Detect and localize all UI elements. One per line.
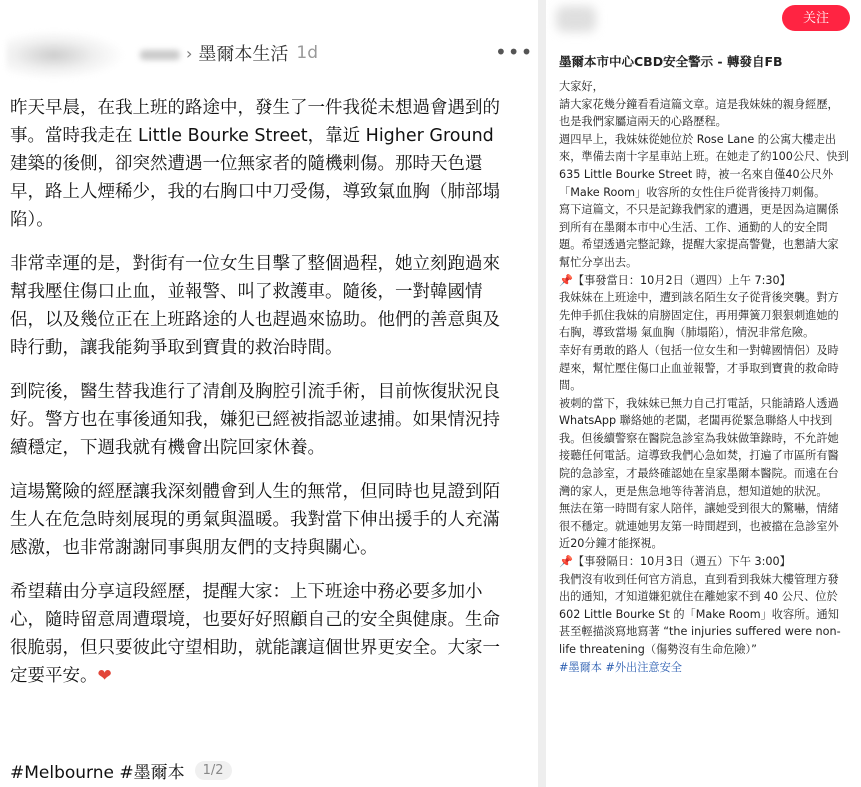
post-paragraph: 非常幸運的是，對街有一位女生目擊了整個過程，她立刻跑過來幫我壓住傷口止血，並報警、叫了救護車。隨後，一對韓國情侶，以及幾位正在上班路途的人也趕過來協助。他們的善意與及時行動，讓我能夠爭取到寶貴的救治時間。 — [10, 254, 500, 358]
post-paragraph: 昨天早晨，在我上班的路途中，發生了一件我從未想過會遇到的事。當時我走在 Little Bourke Street，靠近 Higher Ground 建築的後側，卻突然遭遇一位無家者的隨機刺傷。那時天色還早，路上人煙稀少，我的右胸口中刀受傷，導致氣血胸（肺部塌陷）。 — [10, 98, 500, 230]
right-header — [546, 0, 861, 36]
page-indicator: 1/2 — [195, 761, 232, 780]
article-title: 墨爾本市中心CBD安全警示 - 轉發自FB — [559, 54, 783, 69]
right-post-panel — [546, 0, 861, 787]
blurred-avatar — [556, 6, 596, 32]
post-body — [10, 94, 500, 706]
article-line: 幸好有勇敢的路人（包括一位女生和一對韓國情侶）及時趕來，幫忙壓住傷口止血並報警，才爭取到寶貴的救命時間。 — [559, 343, 839, 393]
chevron-right-icon: › — [186, 43, 193, 63]
post-paragraph-text: 希望藉由分享這段經歷，提醒大家：上下班途中務必要多加小心，隨時留意周遭環境，也要好好照顧自己的安全與健康。生命很脆弱，但只要彼此守望相助，就能讓這個世界更安全。大家一定要平安。 — [10, 582, 500, 686]
article-line: 被刺的當下，我妹妹已無力自己打電話，只能請路人透過 WhatsApp 聯絡她的老闆，老闆再從緊急聯絡人中找到我。但後續警察在醫院急診室為我妹做筆錄時，不允許她接聽任何電話。這導致我們心急如焚，打遍了市區所有醫院的急診室，才最終確認她在皇家墨爾本醫院。而遠在台灣的家人，更是焦急地等待著消息，想知道她的狀況。 — [559, 396, 839, 498]
panel-divider — [538, 0, 546, 787]
article-line: 📌【事發隔日：10月3日（週五）下午 3:00】 — [559, 555, 791, 569]
community-link[interactable]: 墨爾本生活 — [198, 44, 289, 65]
post-header — [0, 30, 538, 78]
hashtags — [10, 758, 232, 783]
breadcrumb — [186, 40, 318, 66]
follow-button[interactable]: 关注 — [782, 5, 850, 31]
article-line: 無法在第一時間有家人陪伴，讓她受到很大的驚嚇，情緒很不穩定。就連她男友第一時間趕到，也被擋在急診室外近20分鐘才能探視。 — [559, 502, 839, 551]
blurred-avatar — [6, 30, 126, 80]
post-paragraph: 這場驚險的經歷讓我深刻體會到人生的無常，但同時也見證到陌生人在危急時刻展現的勇氣與溫暖。我對當下伸出援手的人充滿感激，也非常謝謝同事與朋友們的支持與關心。 — [10, 482, 500, 558]
blurred-username — [140, 50, 180, 60]
heart-icon: ❤ — [97, 666, 112, 686]
hashtag-links[interactable]: #Melbourne #墨爾本 — [10, 763, 185, 783]
article-line: 我們沒有收到任何官方消息，直到看到我妹大樓管理方發出的通知，才知道嫌犯就住在離她家不到 40 公尺、位於 602 Little Bourke St 的「Make Room」收容所。通知甚至輕描淡寫地寫著 “the injuries suffered were non-life threatening（傷勢沒有生命危險）” — [559, 572, 841, 656]
article-line: 週四早上，我妹妹從她位於 Rose Lane 的公寓大樓走出來，準備去南十字星車站上班。在她走了約100公尺、快到 635 Little Bourke Street 時，被一名來自僅40公尺外「Make Room」收容所的女性住戶從背後持刀刺傷。 — [559, 132, 849, 199]
article-line: 寫下這篇文，不只是記錄我們家的遭遇，更是因為這關係到所有在墨爾本市中心生活、工作、通勤的人的安全問題。希望透過完整記錄，提醒大家提高警覺，也懇請大家幫忙分享出去。 — [559, 203, 839, 269]
post-paragraph: 到院後，醫生替我進行了清創及胸腔引流手術，目前恢復狀況良好。警方也在事後通知我，嫌犯已經被指認並逮捕。如果情況持續穩定，下週我就有機會出院回家休養。 — [10, 382, 500, 458]
article-line: 📌【事發當日：10月2日（週四）上午 7:30】 — [559, 273, 791, 287]
more-horizontal-icon[interactable]: ••• — [495, 40, 534, 64]
post-age: 1d — [296, 43, 319, 63]
article-line: 請大家花幾分鐘看看這篇文章。這是我妹妹的親身經歷，也是我們家屬這兩天的心路歷程。 — [559, 97, 839, 129]
article-line: 我妹妹在上班途中，遭到該名陌生女子從背後突襲。對方先伸手抓住我妹的肩膀固定住，再用彈簧刀狠狠刺進她的右胸，導致當場 氣血胸（肺塌陷），情況非常危險。 — [559, 291, 839, 340]
article-line: 大家好， — [559, 80, 604, 93]
article-body — [559, 78, 849, 676]
article-hashtags[interactable]: #墨爾本 #外出注意安全 — [559, 660, 682, 674]
post-paragraph — [10, 578, 500, 690]
